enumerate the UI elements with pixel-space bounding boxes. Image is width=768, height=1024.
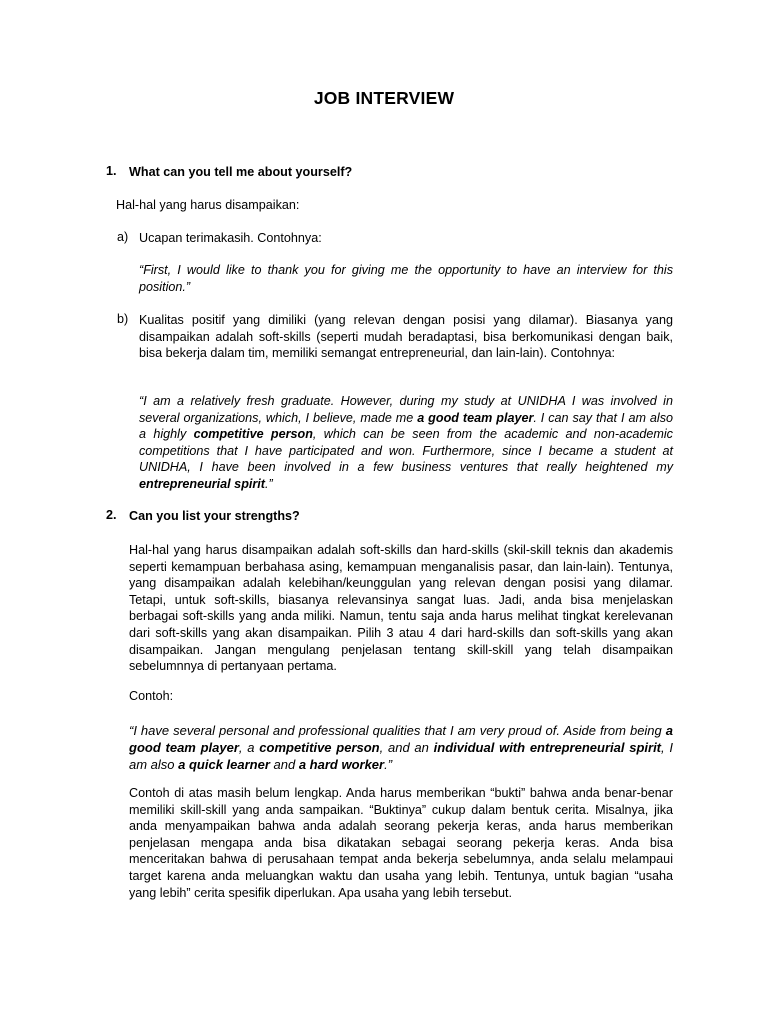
q1-a-quote: “First, I would like to thank you for giving me the opportunity to have an interview for this position.” — [139, 263, 673, 294]
q1-number: 1. — [106, 164, 117, 178]
q2-quote-emphasis: a good team player — [129, 723, 673, 755]
q1-b-quote-part: , which can be seen from the academic and non-academic competitions that I have participated and won. Furthermore, since I became a student at UNIDHA, I have been involved in a few business ventures that really heightened my — [139, 427, 673, 475]
q2-quote-emphasis: a quick learner — [178, 757, 270, 772]
q2-number: 2. — [106, 508, 117, 522]
page-title: JOB INTERVIEW — [313, 88, 455, 108]
q2-paragraph-1: Hal-hal yang harus disampaikan adalah soft-skills dan hard-skills (skil-skill teknis dan akademis seperti kemampuan berbahasa asing, kemampuan menganalisis pasar, dan lain-lain). Tentunya, yang disampaikan adalah kelebihan/keunggulan yang relevan dengan posisi yang dilamar. Tetapi, untuk soft-skills, biasanya relevansinya sangat luas. Jadi, anda bisa menjelaskan berbagai soft-skills yang anda miliki. Namun, tentu saja anda harus melihat tingkat kerelevanan dari soft-skills yang akan disampaikan. Pilih 3 atau 4 dari hard-skills dan soft-skills yang akan disampaikan. Jangan mengulang penjelasan tentang skill-skill yang telah disampaikan sebelumnnya di pertanyaan pertama. — [129, 543, 673, 674]
q2-quote-part: , I am also — [129, 740, 673, 772]
q2-question: Can you list your strengths? — [129, 509, 300, 523]
q2-quote-part: .” — [384, 757, 393, 772]
q1-b-text: Kualitas positif yang dimiliki (yang relevan dengan posisi yang dilamar). Biasanya yang disampaikan adalah soft-skills (seperti mudah beradaptasi, bisa berkomunikasi dengan baik, bisa bekerja dalam tim, memiliki semangat entrepreneurial, dan lain-lain). Contohnya: — [139, 313, 673, 361]
q1-a-label: a) — [117, 230, 129, 244]
q1-b-quote-emphasis: a good team player — [417, 410, 534, 425]
q2-quote-emphasis: individual with entrepreneurial spirit — [433, 740, 662, 755]
q1-b-quote-part: .” — [264, 476, 273, 491]
q1-b-quote-part: . I can say that I am also a highly — [139, 410, 673, 442]
q1-b-quote-emphasis: competitive person — [193, 427, 313, 442]
q1-b-quote-emphasis: entrepreneurial spirit — [139, 476, 265, 491]
q2-quote-part: , a — [238, 740, 260, 755]
q2-quote-emphasis: a hard worker — [298, 757, 385, 772]
q2-quote-part: “I have several personal and professional qualities that I am very proud of. Aside from being — [129, 723, 666, 738]
q2-quote-part: and — [269, 757, 299, 772]
q2-contoh-label: Contoh: — [129, 689, 174, 703]
q1-intro: Hal-hal yang harus disampaikan: — [116, 198, 300, 212]
q2-paragraph-2: Contoh di atas masih belum lengkap. Anda harus memberikan “bukti” bahwa anda benar-benar memiliki skill-skill yang anda sampaikan. “Buktinya” cukup dalam bentuk cerita. Misalnya, jika anda menyampaikan bahwa anda adalah seorang pekerja keras, anda harus memberikan penjelasan mengapa anda bisa dikatakan sebagai seorang pekerja keras. Anda bisa menceritakan bahwa di perusahaan tempat anda bekerja sebelumnya, anda selalu melampaui target karena anda meluangkan waktu dan usaha yang lebih. Tentunya, untuk bagian “usaha yang lebih” cerita spesifik diperlukan. Apa usaha yang lebih tersebut. — [129, 786, 673, 900]
q2-quote-part: , and an — [379, 740, 434, 755]
q2-quote — [129, 722, 673, 773]
q1-b-label: b) — [117, 312, 129, 326]
q1-b-quote — [139, 393, 673, 493]
q1-b-quote-part: “I am a relatively fresh graduate. However, during my study at UNIDHA I was involved in several organizations, which, I believe, made me — [139, 394, 673, 425]
q1-question: What can you tell me about yourself? — [129, 165, 353, 179]
q1-a-text: Ucapan terimakasih. Contohnya: — [139, 231, 322, 245]
q2-quote-emphasis: competitive person — [259, 740, 380, 755]
